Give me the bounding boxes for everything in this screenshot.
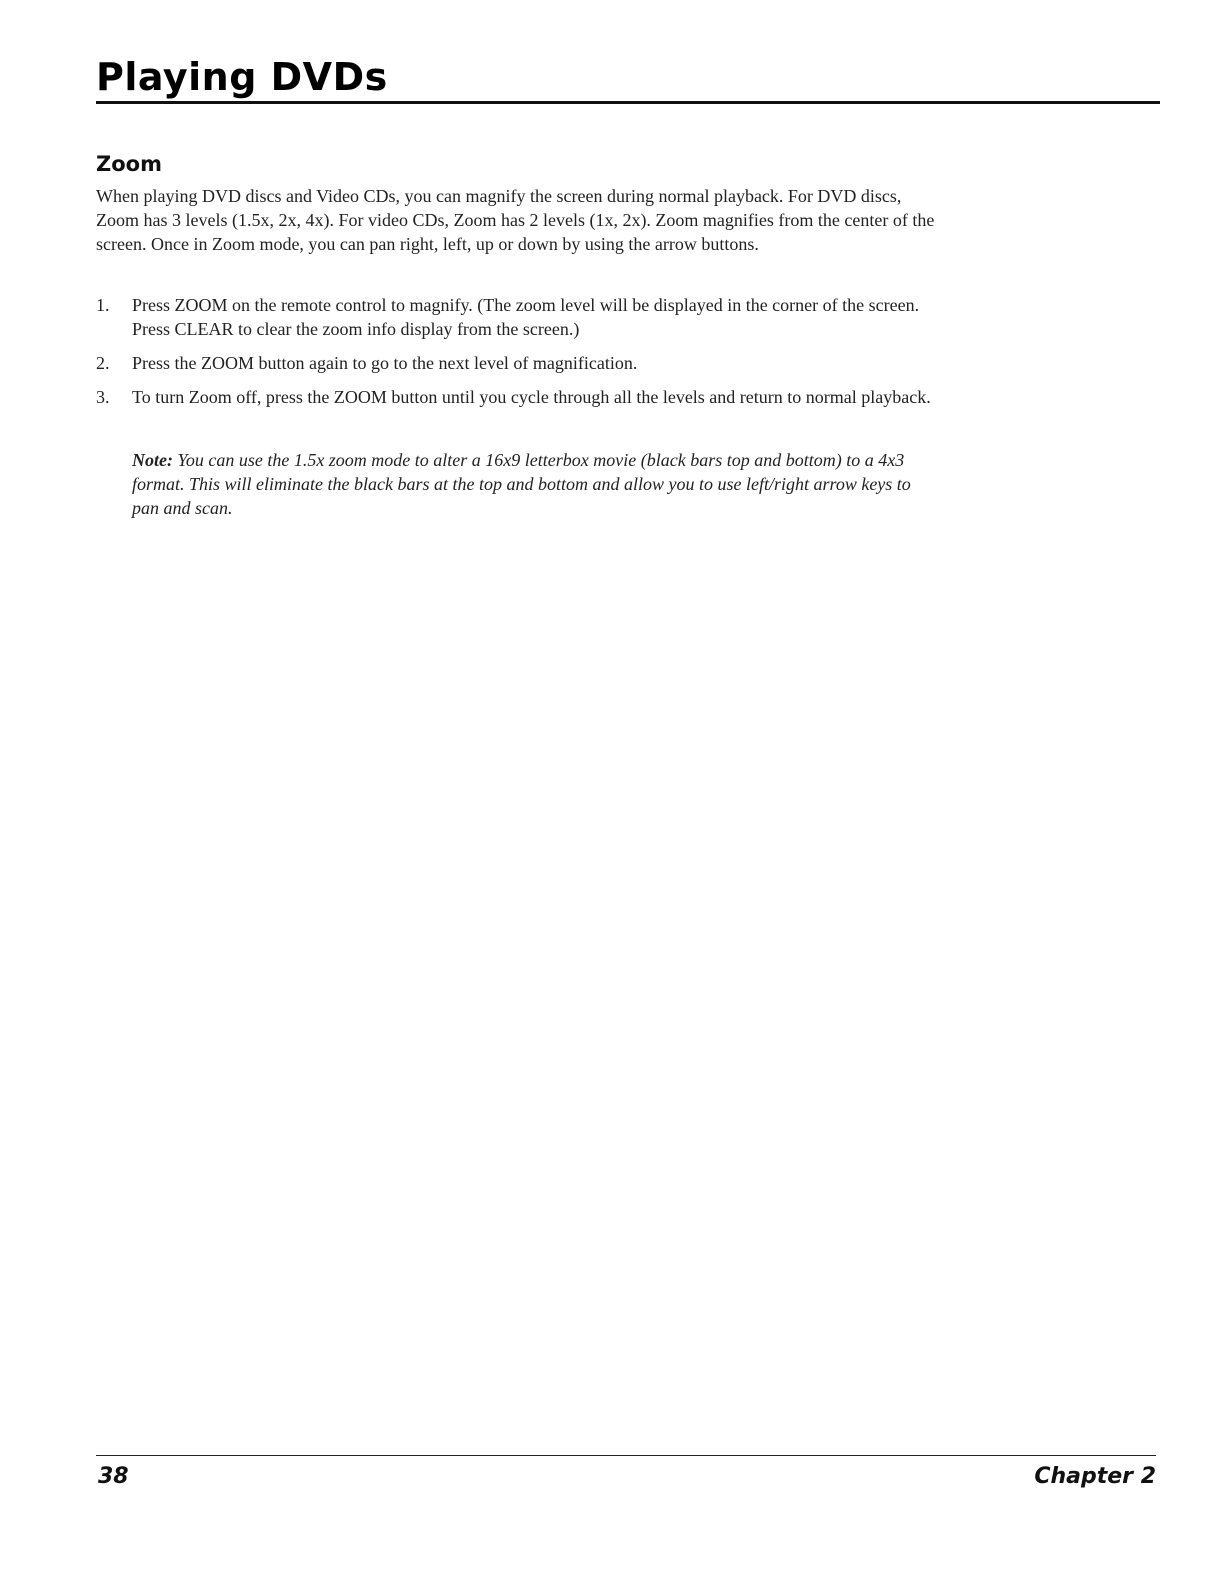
steps-list <box>96 293 946 419</box>
page-title: Playing DVDs <box>96 55 388 99</box>
note-paragraph <box>132 448 932 520</box>
page-number: 38 <box>98 1464 129 1489</box>
footer-divider <box>96 1455 1156 1456</box>
list-item <box>96 293 946 341</box>
note-text: You can use the 1.5x zoom mode to alter a 16x9 letterbox movie (black bars top and bottom) to a 4x3 format. This will eliminate the black bars at the top and bottom and allow you to use left/right arrow keys to pan and scan. <box>132 450 911 518</box>
step-text: Press ZOOM on the remote control to magnify. (The zoom level will be displayed in the corner of the screen. Press CLEAR to clear the zoom info display from the screen.) <box>132 295 920 339</box>
step-number: 2. <box>96 353 110 373</box>
step-text: To turn Zoom off, press the ZOOM button until you cycle through all the levels and return to normal playback. <box>132 387 931 407</box>
chapter-label: Chapter 2 <box>1034 1464 1156 1489</box>
section-heading: Zoom <box>96 152 162 176</box>
intro-paragraph: When playing DVD discs and Video CDs, you can magnify the screen during normal playback. For DVD discs, Zoom has 3 levels (1.5x, 2x, 4x). For video CDs, Zoom has 2 levels (1x, 2x). Zoom magnifies from the center of the screen. Once in Zoom mode, you can pan right, left, up or down by using the arrow buttons. <box>96 186 935 254</box>
note-label: Note: <box>132 450 173 470</box>
step-number: 3. <box>96 387 110 407</box>
step-text: Press the ZOOM button again to go to the next level of magnification. <box>132 353 638 373</box>
title-divider <box>96 101 1160 104</box>
list-item <box>96 385 946 409</box>
step-number: 1. <box>96 295 110 315</box>
list-item <box>96 351 946 375</box>
